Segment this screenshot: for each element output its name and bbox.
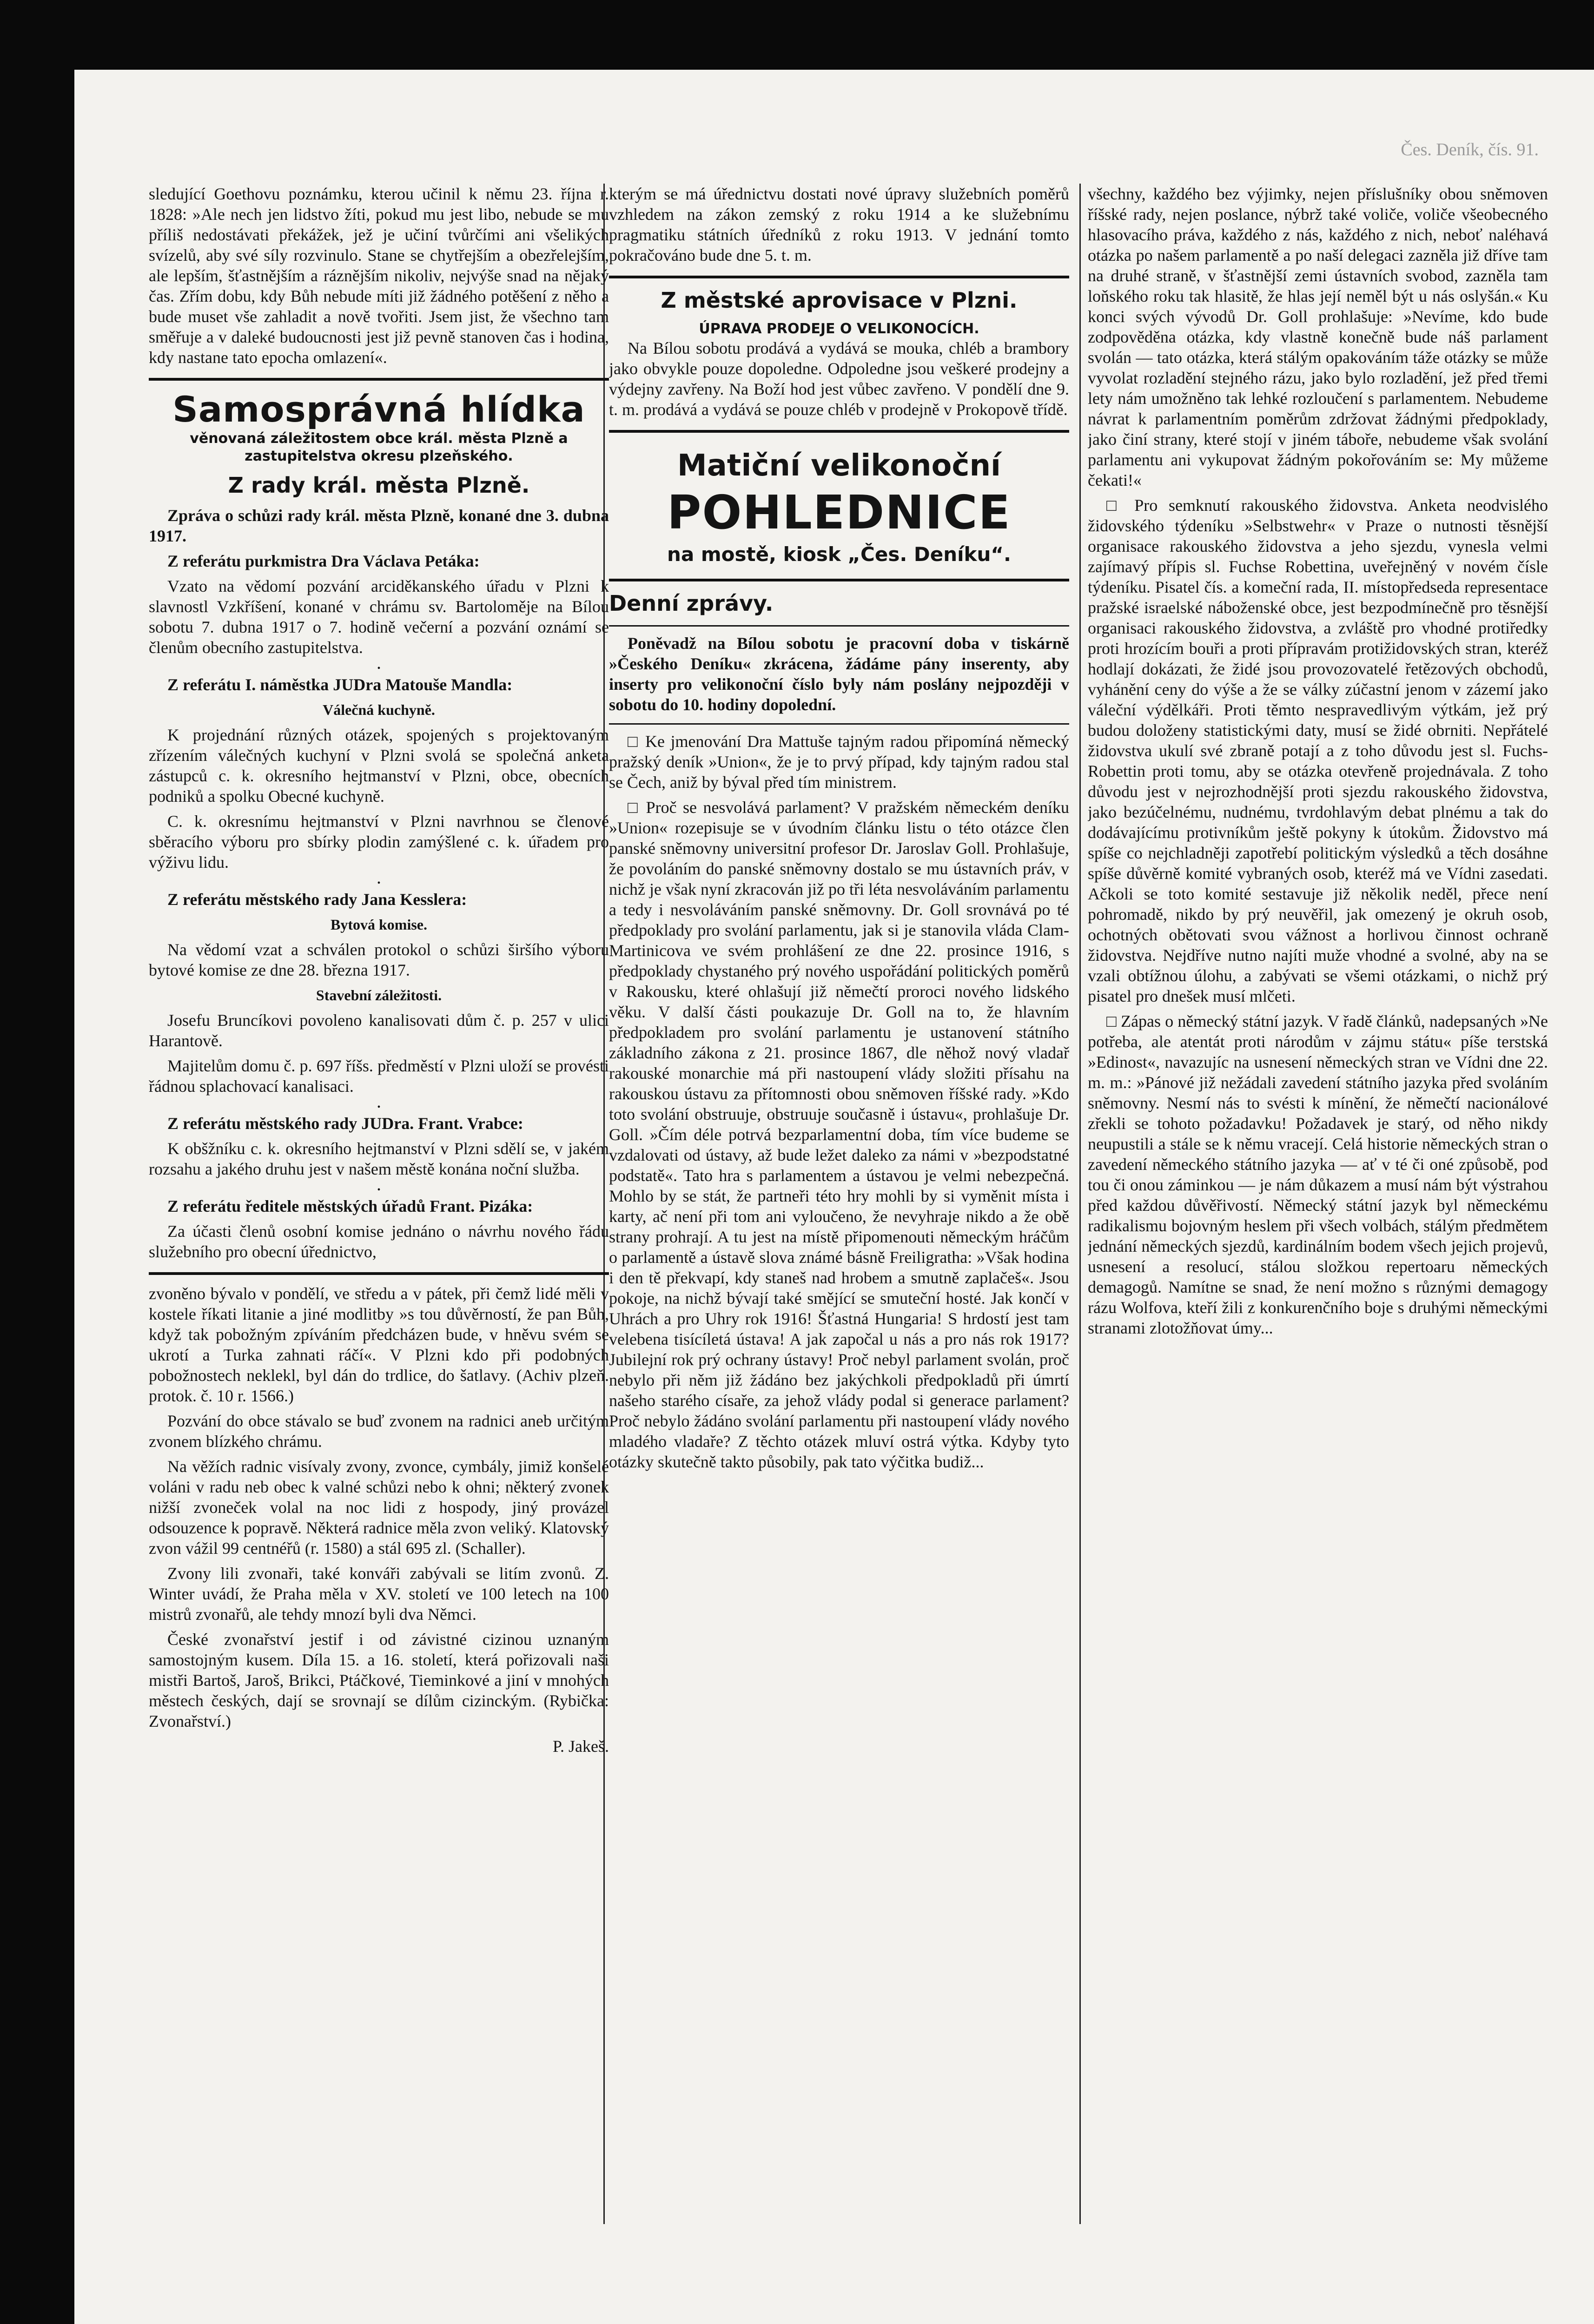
article-text: kterým se má úřednictvu dostati nové úpravy služebních poměrů vzhledem na zákon zemský z roku 1914 a ke služebnímu pragmatiku státních úředníků z roku 1913. V jednání tomto pokračováno bude dne 5. t. m. <box>609 185 1069 264</box>
section-rule <box>149 1272 609 1275</box>
referat-heading: Z referátu ředitele městských úřadů Frant. Pizáka: <box>167 1197 533 1215</box>
article-text: Za účasti členů osobní komise jednáno o návrhu nového řádu služebního pro obecní úřednictvo, <box>149 1222 609 1261</box>
news-item: □ Proč se nesvolává parlament? V pražském německém deníku »Union« rozepisuje se v úvodním článku listu o této otázce člen panské sněmovny universitní profesor Dr. Jaroslav Goll. Prohlašuje, že povoláním do panské sněmovny dostalo se mu ústavních práv, v nichž je však nyní zkracován již po tři léta nesvoláváním parlamentu a tedy i nesvoláváním panské sněmovny. Dr. Goll srovnává po té předpoklady pro svolání parlamentu, jak si je stanovila vláda Clam-Martinicova ve svém prohlášení ze dne 22. prosince 1916, s předpoklady chystaného prý nového uspořádání politických poměrů v Rakousku, které ohlašují již němečtí proroci nového lidského věku. V další části poukazuje Dr. Goll na to, že hlavním předpokladem pro svolání parlamentu je ustanovení státního základního zákona z 21. prosince 1867, dle něhož nový vladař rakouské monarchie má při nastoupení vlády složiti přísahu na rakouskou ústavu za přítomnosti obou sněmoven říšské rady. »Kdo toto svolání obstruuje, obstruuje současně i ústavu«, prohlašuje Dr. Goll. »Čím déle potrvá bezparlamentní doba, tím více budeme se vzdalovati od ústavy, až bude ležet daleko za námi v »bezpodstatné podstatě«. Tato hra s parlamentem a ústavou je velmi nebezpečná. Mohlo by se stát, že partneři této hry mohli by si vyměnit místa i karty, ač není při tom ani vyloučeno, že nevyhraje nikdo a že obě strany prohrají. A tu jest na místě připomenouti německým hráčům o parlamentě a ústavě slova známé básně Freiligratha: »Však hodina i den tě překvapí, kdy staneš nad hrobem a smutně zaplačeš«. Jsou pokoje, na nichž bývají také smějící se smuteční hosté. Jak končí v Uhrách a pro Uhry rok 1916! Šťastná Hungaria! S hrdostí jest tam velebena tisícíletá ústava! A jak započal u nás a pro nás rok 1917? Jubilejní rok prý ochrany ústavy! Proč nebyl parlament svolán, proč nebylo při něm již žádáno bez jakýchkoli předpokladů při úmrtí našeho starého císaře, za jehož vlády podal si generace parlament? Proč nebylo žádáno svolání parlamentu při nastoupení vlády nového mladého vladaře? Z těchto otázek mluví ostrá výtka. Kdyby tyto otázky skutečně takto působily, pak tato výčitka budiž... <box>609 798 1069 1471</box>
referat-heading: Z referátu purkmistra Dra Václava Petáka: <box>167 552 480 570</box>
article-text: Josefu Bruncíkovi povoleno kanalisovati dům č. p. 257 v ulici Harantově. <box>149 1011 609 1050</box>
article-text: sledující Goethovu poznámku, kterou učinil k němu 23. října r. 1828: »Ale nech jen lidstvo žíti, pokud mu jest libo, nebude se mu příliš nedostávati překážek, jež je učiní tvůrčími ani všelikých svízelů, aby své síly rozvinulo. Stane se chytřejším a obezřelejším, ale lepším, šťastnějším a ráznějším nikoliv, nejvýše snad na nějaký čas. Zřím dobu, kdy Bůh nebude míti již žádného potěšení z něho a bude muset vše zahladit a nově tvořiti. Jsem jist, že všechno tam směřuje a v daleké budoucnosti jest již pevně stanoven čas i hodina, kdy nastane tato epocha omlazení«. <box>149 185 609 367</box>
news-item: □ Zápas o německý státní jazyk. V řadě článků, nadepsaných »Ne potřeba, ale atentát proti národům v zájmu státu« píše terstská »Edinost«, navazujíc na usnesení německých stran ve Vídni dne 22. m. m.: »Pánové již nežádali zavedení státního jazyka před svoláním sněmovny. Nesmí nás to svésti k mínění, že němečtí nacionálové zřekli se tohoto požadavku! Požadavek je starý, od něho nikdy neupustili a stále se k němu vracejí. Celá historie německých stran o zavedení německého státního jazyka — ať v té či oné způsobě, pod tou či onou záminkou — je nám důkazem a musí nám být výstrahou před každou důvěřivostí. Německý státní jazyk byl německému radikalismu bojovným heslem při všech volbách, stálým předmětem jednání německých sjezdů, kardinálním bodem všech jejich projevů, usnesení a resolucí, stálou složkou repertoaru německých demagogů. Namítne se snad, že není možno s různými demagogy rázu Wolfova, kteří žili z konkurenčního boje s druhými německými stranami zlotožňovat úmy... <box>1088 1012 1548 1337</box>
section-rule <box>609 579 1069 581</box>
column-3 <box>1088 184 1548 2224</box>
section-subtitle: ÚPRAVA PRODEJE O VELIKONOCÍCH. <box>699 321 979 337</box>
section-rule <box>609 723 1069 725</box>
news-item: □ Ke jmenování Dra Mattuše tajným radou připomíná německý pražský deník »Union«, že je to prvý případ, kdy tajným radou stal se Čech, aniž by býval před tím ministrem. <box>609 732 1069 792</box>
separator-dot: • <box>377 1102 381 1112</box>
section-rule <box>609 430 1069 433</box>
article-text: všechny, každého bez výjimky, nejen příslušníky obou sněmoven říšské rady, nejen poslance, nýbrž také voliče, voliče všeobecného hlasovacího práva, každého z nás, každého z nich, neboť naléhavá otázka po našem parlamentě a po naší delegaci zazněla již dříve tam na druhé straně, v šťastnější zemi ústavních svobod, zazněla tam loňského roku tak hlasitě, že hlas její neměl být u nás oslyšán.« Ku konci svých vývodů Dr. Goll prohlašuje: »Nevíme, kdo bude zodpověděna otázka, kdy vlastně konečně bude náš parlament svolán — tato otázka, která stálým opakováním táže otázky se může vyvolat rozladění stejného rázu, jako bylo rozladění, jež před třemi lety nám umožněno tak lehké rozloučení s parlamentem. Nebudeme návrat k parlamentním poměrům zdržovat žádnými předpoklady, jako činí strany, které stojí v jiném táboře, nebudeme však svolání parlamentu ani vykupovat žádným pokořováním se: My můžeme čekati!« <box>1088 185 1548 489</box>
section-heading: Denní zprávy. <box>609 591 774 616</box>
article-text: C. k. okresnímu hejtmanství v Plzni navrhnou se členové sběracího výboru pro sbírky plodin zamýšlené c. k. úřadem pro výživu lidu. <box>149 812 609 872</box>
separator-dot: • <box>377 878 381 888</box>
article-text: K projednání různých otázek, spojených s projektovaným zřízením válečných kuchyní v Plzni svolá se společná anketa zástupců c. k. okresního hejtmanství v Plzni, obce, obecních podniků a spolku Obecné kuchyně. <box>149 726 609 805</box>
column-2 <box>609 184 1069 2224</box>
item-subheading: Bytová komise. <box>331 916 427 933</box>
column-divider-2 <box>1079 184 1081 2224</box>
article-text: zvoněno bývalo v pondělí, ve středu a v pátek, při čemž lidé měli v kostele říkati litanie a jiné modlitby »s tou důvěrností, že pan Bůh, když tak pobožným zpíváním předcházen bude, v hněvu svém se ukrotí a Turka zahnati ráčí«. V Plzni kdo při podobných pobožnostech neklekl, byl dán do trdlice, do šatlavy. (Achiv plzeň. protok. č. 10 r. 1566.) <box>149 1284 609 1405</box>
article-text: Na Bílou sobotu prodává a vydává se mouka, chléb a brambory jako obvykle pouze dopoledne. Odpoledne jsou veškeré prodejny a výdejny zavřeny. Na Boží hod jest vůbec zavřeno. V pondělí dne 9. t. m. prodává a vydává se pouze chléb v prodejně v Prokopově třídě. <box>609 339 1069 419</box>
column-1 <box>149 184 609 2224</box>
item-subheading: Stavební záležitosti. <box>316 987 442 1004</box>
section-title: Samosprávná hlídka <box>172 389 585 430</box>
ad-headline: POHLEDNICE <box>667 485 1011 540</box>
referat-heading: Z referátu městského rady JUDra. Frant. Vrabce: <box>167 1114 523 1133</box>
article-text: K obšžníku c. k. okresního hejtmanství v Plzni sdělí se, v jakém rozsahu a jakého druhu jest v našem městě konána noční služba. <box>149 1139 609 1178</box>
separator-dot: • <box>377 1185 381 1195</box>
item-subheading: Válečná kuchyně. <box>323 701 435 718</box>
author-signature: P. Jakeš. <box>552 1737 609 1756</box>
referat-heading: Z referátu městského rady Jana Kesslera: <box>167 890 467 909</box>
article-text: Na věžích radnic visívaly zvony, zvonce, cymbály, jimiž konšelé voláni v radu neb obec k valné schůzi nebo k ohni; některý zvonek nižší zvoneček volal na noc lidi z hospody, jiný provázel odsouzence k popravě. Některá radnice měla zvon veliký. Klatovský zvon vážil 99 centnéřů (r. 1580) a stál 695 zl. (Schaller). <box>149 1457 609 1558</box>
article-text: Na vědomí vzat a schválen protokol o schůzi širšího výboru bytové komise ze dne 28. března 1917. <box>149 940 609 979</box>
ad-line: na mostě, kiosk „Čes. Deníku“. <box>667 543 1011 566</box>
section-subtitle: věnovaná záležitostem obce král. města Plzně a zastupitelstva okresu plzeňského. <box>190 430 568 464</box>
section-rule <box>609 276 1069 278</box>
page-header <box>153 139 1539 167</box>
article-text: Majitelům domu č. p. 697 říšs. předměstí v Plzni uloží se provésti řádnou splachovací kanalisaci. <box>149 1056 609 1096</box>
notice-text: Poněvadž na Bílou sobotu je pracovní doba v tiskárně »Českého Deníku« zkrácena, žádáme pány inserenty, aby inserty pro velikonoční číslo byly nám poslány nejpozději v sobotu do 10. hodiny dopolední. <box>609 634 1069 714</box>
article-text: České zvonařství jestif i od závistné cizinou uznaným samostojným kusem. Díla 15. a 16. století, která pořizovali naši mistři Bartoš, Jaroš, Brikci, Ptáčkové, Tieminkové a jiní v mnohých městech českých, dají se srovnají se dílům cizinckým. (Rybička: Zvonařství.) <box>149 1630 609 1730</box>
subsection-heading: Z rady král. města Plzně. <box>228 473 530 498</box>
news-item: □ Pro semknutí rakouského židovstva. Anketa neodvislého židovského týdeníku »Selbstwehr« v Praze o nutnosti těsnější organisace rakouského židovstva a jeho sjezdu, vynesla velmi zajímavý přípis sl. Fuchse Robettina, uveřejněný v novém čísle týdeníku. Pisatel čís. a komeční rada, II. místopředseda representace pražské israelské náboženské obce, jest bezpodmínečně pro těsnější organisaci rakouského židovstva, a zvláště pro vhodné protiředky proti hrozícím bouři a proti přípravám protižidovských stran, kteréž hodlají dokázati, že židé jsou provozovatelé řetězových obchodů, vyhánění ceny do výše a že se války zúčastní jenom v zázemí jako váleční výdělkáři. Proti těmto nespravedlivým výtkám, jež prý budou doloženy statistickými daty, musí se židé obrniti. Nepřátelé židovstva ukulí své zbraně potají a z toho důvodu jest sl. Fuchs-Robettin proti tomu, aby se otázka otevřeně projednávala. Z toho důvodu jest v nejrozhodnější proti sjezdu rakouského židovstva, jako bezúčelnému, nudnému, tvrdohlavým debat plnému a tak do dodávajícímu protivníkům ještě pokyny k útokům. Židovstvo má spíše co nejchladněji zapotřebí politickým výsledků a těch dosáhne spíše důvěrně komité vybraných osob, kteréž má ve Vídni zasedati. Ačkoli se toto komité sestavuje již několik neděl, přece není pohromadě, nikdo by prý neuvěřil, jak omezený je okruh osob, ochotných obětovati svou vážnost a horlivou činnost ochraně židovstva. Nejdříve nutno najíti muže vhodné a svolné, aby na se vzali obtížnou úlohu, a zabývati se všemi otázkami, o nichž prý pisatel pro dnešek musí mlčeti. <box>1088 496 1548 1005</box>
article-text: Zvony lili zvonaři, také konváři zabývali se litím zvonů. Z. Winter uvádí, že Praha měla v XV. století ve 100 letech na 100 mistrů zvonařů, ale tehdy mnozí byli dva Němci. <box>149 1564 609 1624</box>
separator-dot: • <box>377 663 381 673</box>
page-reference: Čes. Deník, čís. 91. <box>1401 140 1539 159</box>
article-text: Pozvání do obce stávalo se buď zvonem na radnici aneb určitým zvonem blízkého chrámu. <box>149 1412 609 1451</box>
article-text: Zpráva o schůzi rady král. města Plzně, konané dne 3. dubna 1917. <box>149 506 609 545</box>
advertisement <box>609 447 1069 568</box>
referat-heading: Z referátu I. náměstka JUDra Matouše Mandla: <box>167 675 513 694</box>
section-heading: Z městské aprovisace v Plzni. <box>661 288 1018 313</box>
article-text: Vzato na vědomí pozvání arciděkanského úřadu v Plzni k slavnostl Vzkříšení, konané v chrámu sv. Bartoloměje na Bílou sobotu 7. dubna 1917 o 7. hodině večerní a pozvání oznámí se členům obecního zastupitelstva. <box>149 577 609 657</box>
section-rule <box>609 625 1069 627</box>
ad-line: Matiční velikonoční <box>677 449 1001 483</box>
section-rule <box>149 378 609 381</box>
